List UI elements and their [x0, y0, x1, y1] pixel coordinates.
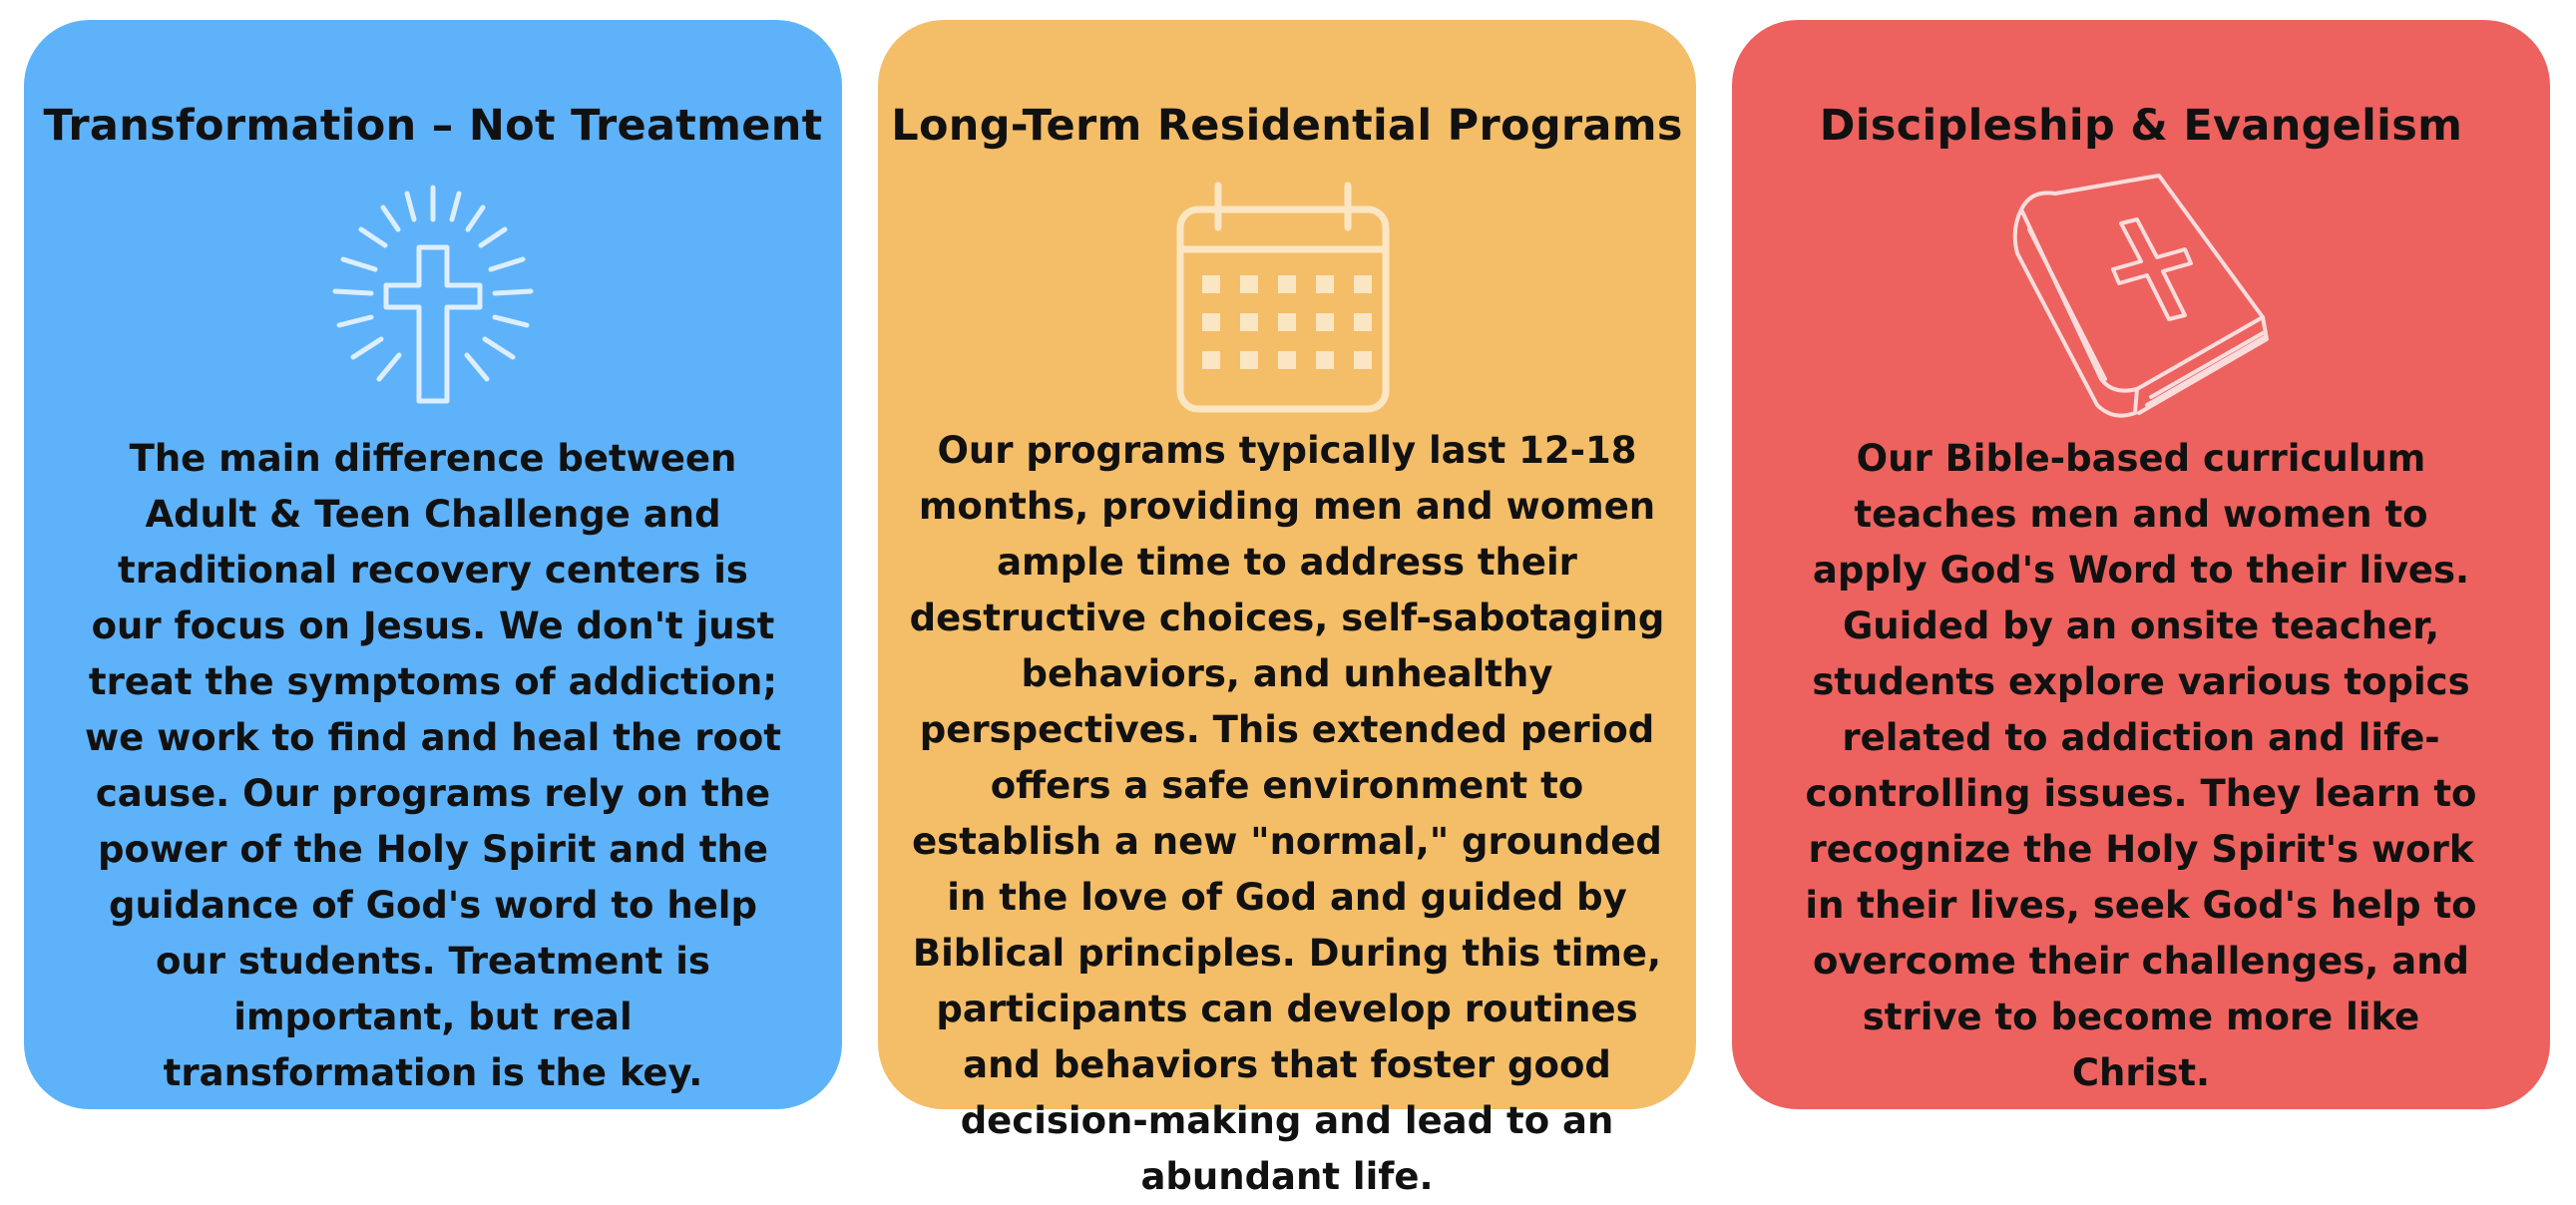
- card-body: The main difference between Adult & Teen Challenge and traditional recovery centers is our focus on Jesus. We don't just treat the symptoms of addiction; we work to find and heal the root cause. Our programs rely on the power of the Holy Spirit and the guidance of God's word to help our students. Treatment is important, but real transformation is the key.: [84, 437, 782, 1094]
- card-discipleship: [1732, 20, 2550, 1109]
- card-body: Our programs typically last 12-18 months, providing men and women ample time to address their destructive choices, self-sabotaging behaviors, and unhealthy perspectives. This extended period offers a safe environment to establish a new "normal," grounded in the love of God and guided by Biblical principles. During this time, participants can develop routines and behaviors that foster good decision-making and lead to an abundant life.: [909, 429, 1665, 1198]
- card-title: Transformation – Not Treatment: [43, 101, 823, 151]
- card-title: Long-Term Residential Programs: [891, 101, 1683, 151]
- card-transformation: [24, 20, 842, 1109]
- card-body: Our Bible-based curriculum teaches men and women to apply God's Word to their lives. Guided by an onsite teacher, students explore various topics related to addiction and life-controlling issues. They learn to recognize the Holy Spirit's work in their lives, seek God's help to overcome their challenges, and strive to become more like Christ.: [1805, 437, 2477, 1094]
- card-long-term-programs: [878, 20, 1696, 1198]
- calendar-icon: [1172, 180, 1402, 419]
- card-title: Discipleship & Evangelism: [1819, 101, 2463, 151]
- radiant-cross-icon: [323, 180, 543, 419]
- bible-icon: [2001, 170, 2281, 429]
